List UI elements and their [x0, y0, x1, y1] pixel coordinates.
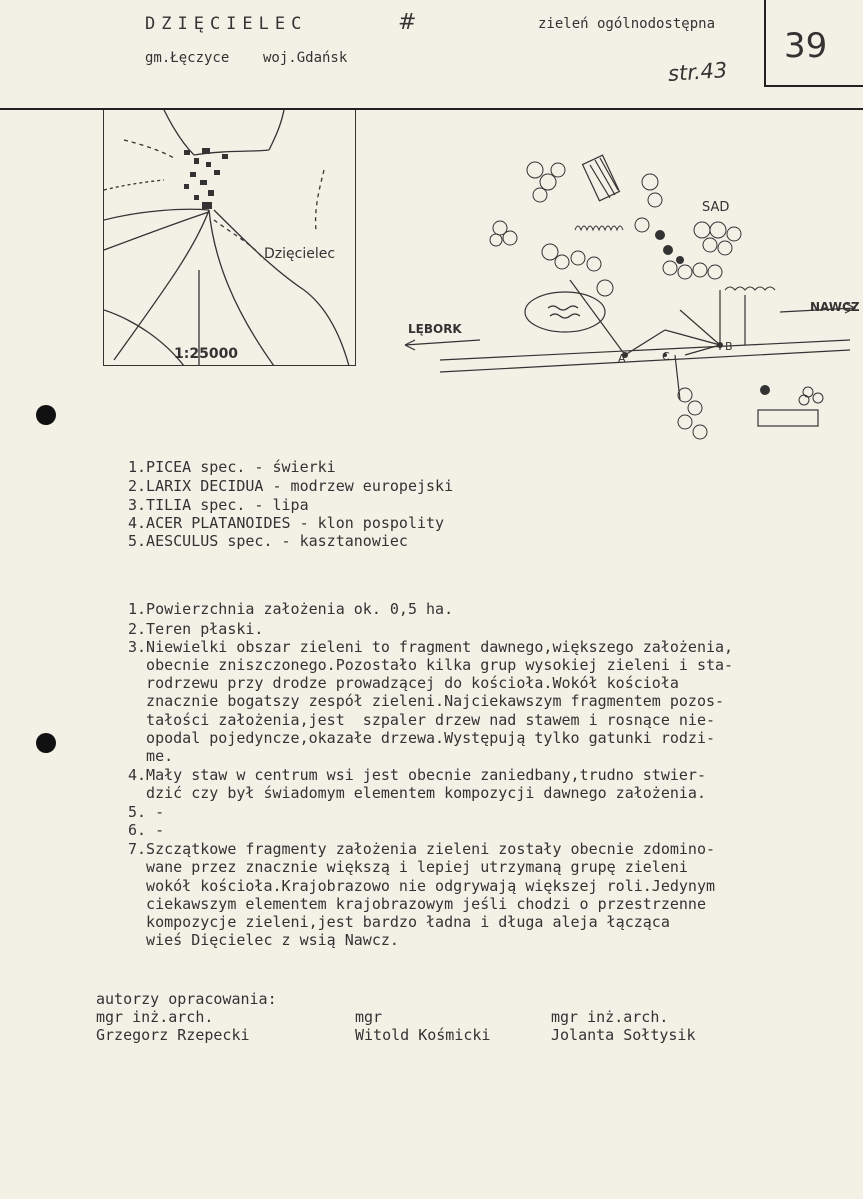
site-sketch: [400, 140, 863, 440]
species-item: 3.TILIA spec. - lipa: [128, 496, 309, 514]
sketch-label-c: C: [662, 350, 670, 363]
authors-heading: autorzy opracowania:: [96, 990, 277, 1008]
description-line: dzić czy był świadomym elementem kompozycji dawnego założenia.: [128, 784, 706, 802]
description-line: wieś Dięcielec z wsią Nawcz.: [128, 931, 399, 949]
author-name: Witold Kośmicki: [355, 1026, 491, 1044]
description-line: opodal pojedyncze,okazałe drzewa.Występują tylko gatunki rodzi-: [128, 729, 715, 747]
description-line: 3.Niewielki obszar zieleni to fragment dawnego,większego założenia,: [128, 638, 734, 656]
location-map-drawing: [104, 110, 356, 366]
description-line: 2.Teren płaski.: [128, 620, 264, 638]
map-scale: 1:25000: [174, 346, 239, 362]
handwritten-mark: #: [398, 10, 417, 35]
sketch-label-sad: SAD: [702, 200, 730, 215]
map-place-label: Dzięcielec: [264, 246, 336, 262]
author-name: Jolanta Sołtysik: [551, 1026, 696, 1044]
description-line: ciekawszym elementem krajobrazowym jeśli chodzi o przestrzenne: [128, 895, 706, 913]
description-line: kompozycje zieleni,jest bardzo ładna i długa aleja łącząca: [128, 913, 670, 931]
species-item: 4.ACER PLATANOIDES - klon pospolity: [128, 514, 445, 532]
punch-hole: [36, 405, 56, 425]
species-item: 1.PICEA spec. - świerki: [128, 458, 336, 476]
sheet-number: 39: [784, 26, 828, 66]
description-line: 6. -: [128, 821, 165, 839]
description-line: znacznie bogatszy zespół zieleni.Najciekawszym fragmentem pozos-: [128, 692, 725, 710]
author-title: mgr inż.arch.: [96, 1008, 214, 1026]
description-line: 4.Mały staw w centrum wsi jest obecnie zaniedbany,trudno stwier-: [128, 766, 706, 784]
document-title: DZIĘCIELEC: [145, 14, 308, 34]
description-line: wane przez znacznie większą i lepiej utrzymaną grupę zieleni: [128, 858, 688, 876]
description-line: tałości założenia,jest szpaler drzew nad stawem i rosnące nie-: [128, 711, 715, 729]
sketch-label-b: B: [725, 340, 733, 353]
description-line: 1.Powierzchnia założenia ok. 0,5 ha.: [128, 600, 454, 618]
species-item: 5.AESCULUS spec. - kasztanowiec: [128, 532, 408, 550]
page-reference: str.43: [667, 57, 729, 87]
location-subtitle: gm.Łęczyce woj.Gdańsk: [145, 50, 348, 66]
description-line: 7.Szczątkowe fragmenty założenia zieleni zostały obecnie zdomino-: [128, 840, 715, 858]
author-name: Grzegorz Rzepecki: [96, 1026, 250, 1044]
description-line: obecnie zniszczonego.Pozostało kilka grup wysokiej zieleni i sta-: [128, 656, 734, 674]
location-map: [103, 110, 356, 366]
species-item: 2.LARIX DECIDUA - modrzew europejski: [128, 477, 454, 495]
punch-hole: [36, 733, 56, 753]
description-line: me.: [128, 747, 174, 765]
sketch-label-nawcz: NAWCZ: [810, 300, 860, 314]
description-line: rodrzewu przy drodze prowadzącej do kościoła.Wokół kościoła: [128, 674, 679, 692]
site-sketch-drawing: [400, 140, 863, 440]
author-title: mgr: [355, 1008, 383, 1026]
category-label: zieleń ogólnodostępna: [538, 16, 716, 32]
author-title: mgr inż.arch.: [551, 1008, 669, 1026]
sketch-label-a: A: [618, 352, 626, 365]
sketch-label-lebork: LĘBORK: [408, 322, 462, 336]
description-line: 5. -: [128, 803, 165, 821]
description-line: wokół kościoła.Krajobrazowo nie odgrywają większej roli.Jedynym: [128, 877, 715, 895]
